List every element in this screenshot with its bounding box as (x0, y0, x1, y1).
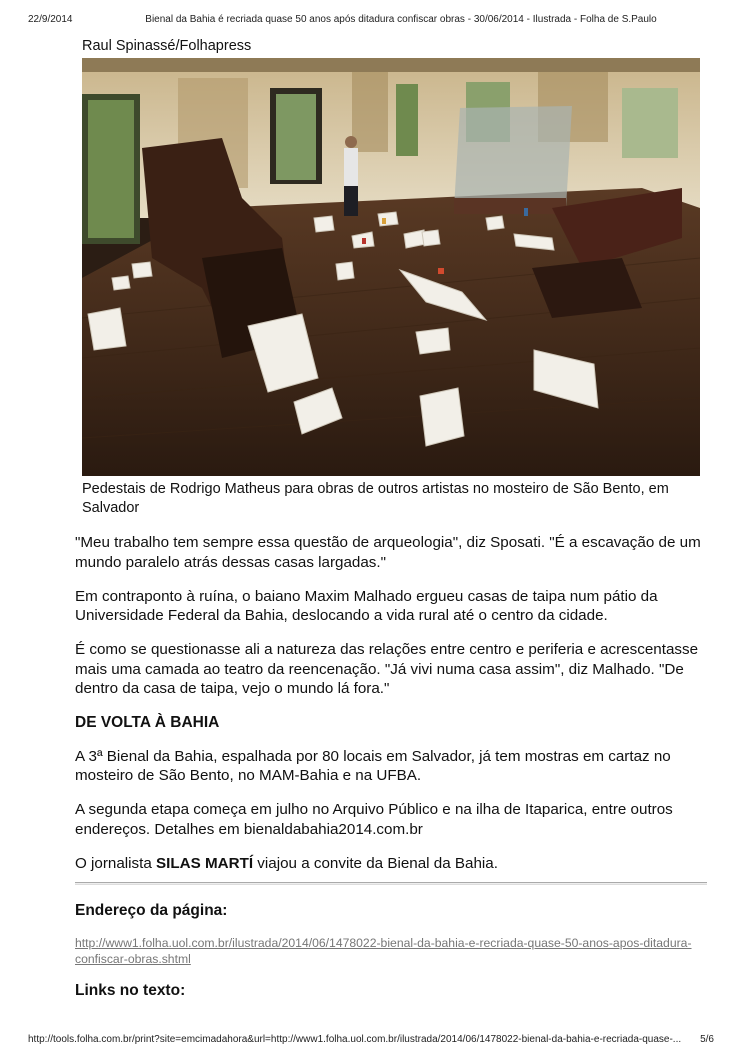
article-paragraph: Em contraponto à ruína, o baiano Maxim Malhado ergueu casas de taipa num pátio da Universidade Federal da Bahia, deslocando a vida rural até o centro da cidade. (75, 587, 658, 624)
print-page-title: Bienal da Bahia é recriada quase 50 anos após ditadura confiscar obras - 30/06/2014 - Ilustrada - Folha de S.Paulo (145, 14, 657, 25)
article-author-note (75, 854, 715, 874)
print-header (28, 14, 714, 28)
links-in-text-heading: Links no texto: (75, 982, 186, 999)
author-note-suffix: viajou a convite da Bienal da Bahia. (253, 854, 498, 872)
article-paragraph: A 3ª Bienal da Bahia, espalhada por 80 locais em Salvador, já tem mostras em cartaz no mosteiro de São Bento, no MAM-Bahia e na UFBA. (75, 747, 671, 784)
page-number: 5/6 (700, 1034, 714, 1045)
section-divider (75, 882, 707, 885)
author-name: SILAS MARTÍ (156, 854, 254, 872)
photo-credit: Raul Spinassé/Folhapress (82, 38, 252, 54)
page-address-heading: Endereço da página: (75, 902, 228, 919)
photo-caption: Pedestais de Rodrigo Matheus para obras de outros artistas no mosteiro de São Bento, em Salvador (82, 481, 669, 516)
print-date: 22/9/2014 (28, 14, 73, 25)
photo-illustration (82, 58, 700, 476)
author-note-prefix: O jornalista (75, 854, 157, 872)
article-body (75, 533, 715, 888)
article-paragraph: A segunda etapa começa em julho no Arquivo Público e na ilha de Itaparica, entre outros endereços. Detalhes em bienaldabahia2014.com.br (75, 801, 673, 838)
print-source-url: http://tools.folha.com.br/print?site=emcimadahora&url=http://www1.folha.uol.com.br/ilustrada/2014/06/1478022-bienal-da-bahia-e-recriada-quase-... (28, 1034, 682, 1045)
article-paragraph: "Meu trabalho tem sempre essa questão de arqueologia", diz Sposati. "É a escavação de um mundo paralelo atrás dessas casas largadas." (75, 534, 701, 571)
print-footer (28, 1034, 714, 1048)
article-subheading: DE VOLTA À BAHIA (75, 714, 220, 731)
page-address-link[interactable]: http://www1.folha.uol.com.br/ilustrada/2014/06/1478022-bienal-da-bahia-e-recriada-quase-50-anos-apos-ditadura-confiscar-obras.shtml (75, 936, 692, 966)
article-photo (82, 58, 700, 476)
article-paragraph: É como se questionasse ali a natureza das relações entre centro e periferia e acrescentasse mais uma camada ao teatro da reencenação. "Já vivi numa casa assim", diz Malhado. "De dentro da casa de taipa, vejo o mundo lá fora." (75, 641, 699, 697)
